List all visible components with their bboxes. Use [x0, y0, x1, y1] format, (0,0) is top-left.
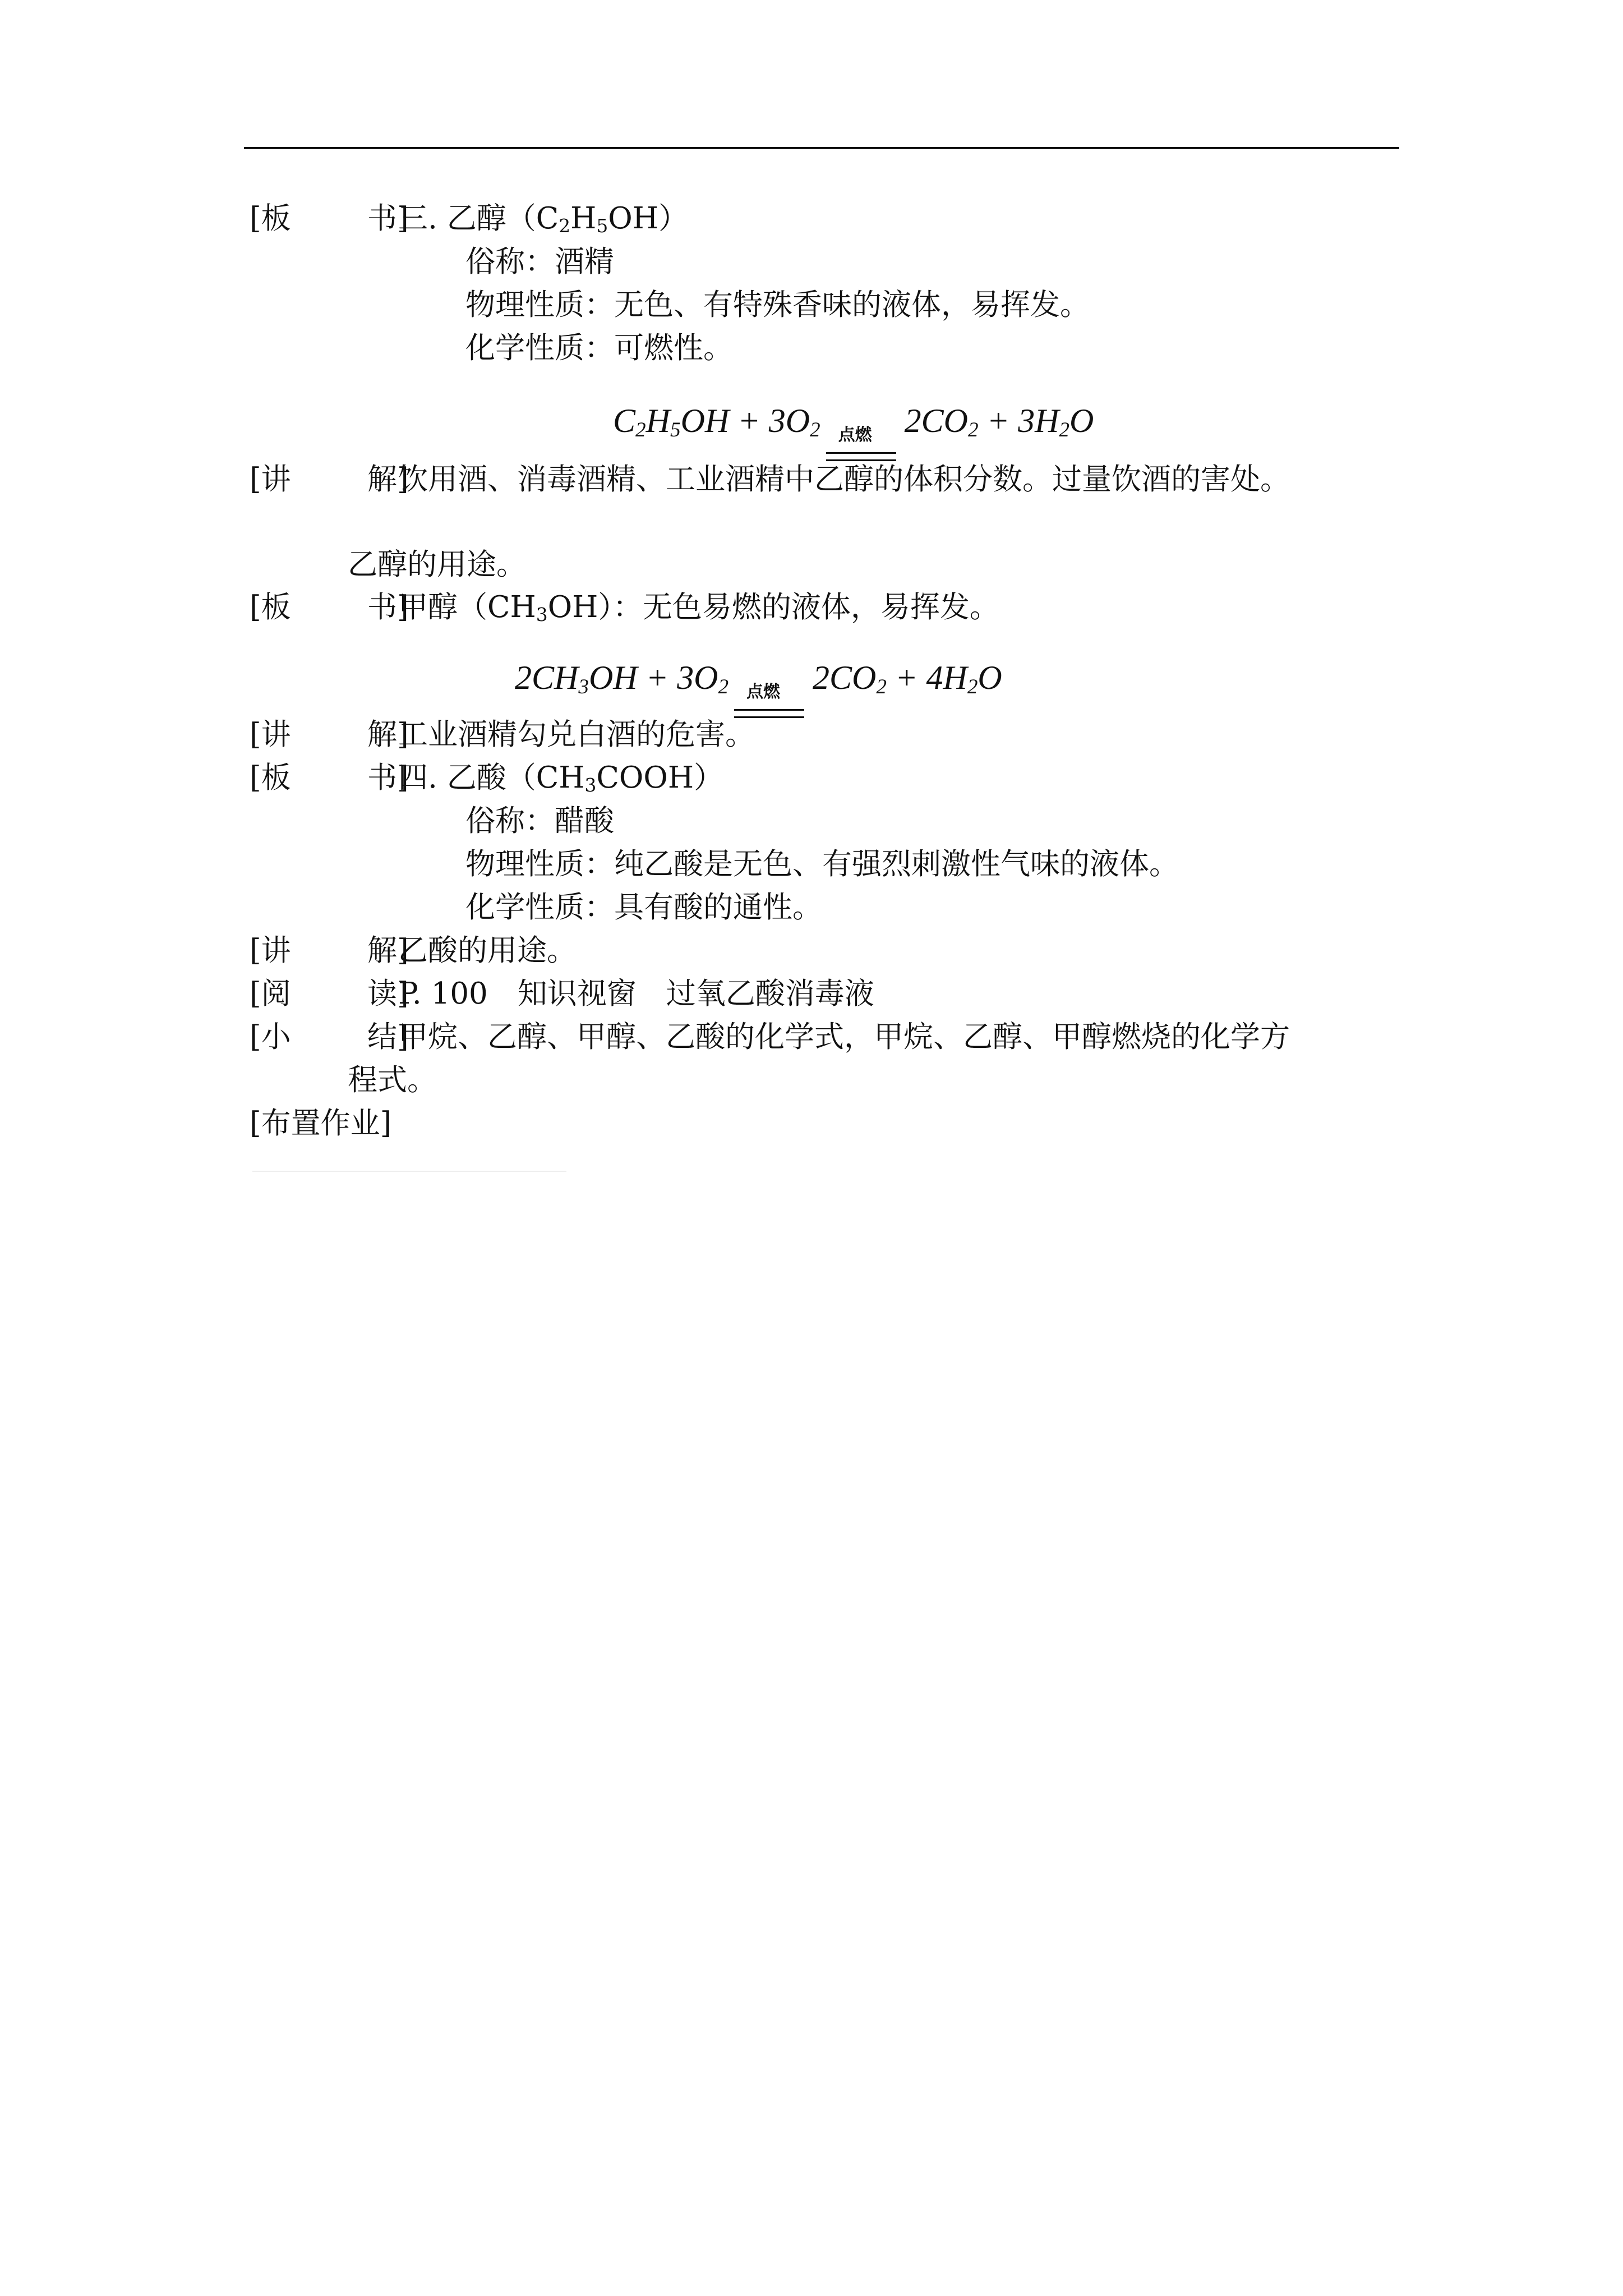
faint-underline — [252, 1171, 566, 1172]
header-rule — [244, 147, 1399, 149]
explain-text: 工业酒精勾兑白酒的危害。 — [398, 717, 755, 752]
section-title-ethanol: 三. 乙醇$(C_2H_5OH)$ — [398, 201, 688, 237]
acetic-physical: 物理性质：纯乙酸是无色、有强烈刺激性气味的液体。 — [465, 847, 1179, 881]
reaction-condition: 点燃 — [838, 425, 872, 445]
ethanol-alias: 俗称：酒精 — [465, 245, 614, 279]
reaction-condition: 点燃 — [746, 682, 781, 702]
section-title-acetic-acid: 四. 乙酸$(CH_3COOH)$ — [398, 761, 724, 797]
summary-text: 甲烷、乙醇、甲醇、乙酸的化学式，甲烷、乙醇、甲醇燃烧的化学方 — [398, 1020, 1290, 1054]
ethanol-physical: 物理性质：无色、有特殊香味的液体，易挥发。 — [465, 288, 1090, 322]
ethanol-combustion-equation: $C_2H_5OH + 3O_2$ 点燃 $2CO_2 + 3H_2O$ — [613, 398, 1094, 443]
explain-text: 乙酸的用途。 — [398, 933, 577, 968]
explain-text: 饮用酒、消毒酒精、工业酒精中乙醇的体积分数。过量饮酒的害处。 — [398, 462, 1290, 496]
reading-text: P. 100 知识视窗 过氧乙酸消毒液 — [398, 977, 874, 1011]
acetic-alias: 俗称：醋酸 — [465, 804, 614, 838]
methanol-combustion-equation: $2CH_3OH + 3O_2$ 点燃 $2CO_2 + 4H_2O$ — [515, 655, 1002, 700]
methanol-line: 甲醇$(CH_3OH)$：无色易燃的液体，易挥发。 — [398, 590, 999, 626]
ethanol-chemical: 化学性质：可燃性。 — [465, 331, 733, 365]
acetic-chemical: 化学性质：具有酸的通性。 — [465, 890, 822, 924]
summary-text-cont: 程式。 — [348, 1063, 437, 1097]
homework-heading: [布置作业] — [250, 1106, 392, 1140]
explain-text-cont: 乙醇的用途。 — [348, 547, 526, 582]
